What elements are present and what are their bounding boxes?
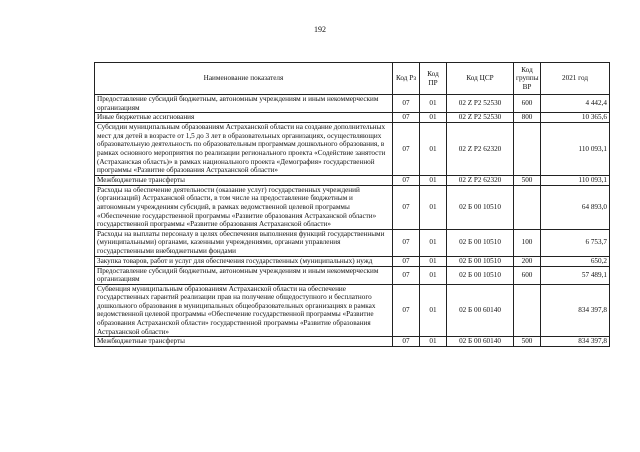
header-rz: Код Рз [393,63,420,95]
table-row [95,337,610,347]
header-pr: Код ПР [420,63,447,95]
row-rz: 07 [393,95,420,113]
row-csr: 02 Б 00 10510 [447,266,514,284]
row-rz: 07 [393,256,420,266]
table-row [95,123,610,176]
row-csr: 02 Б 00 60140 [447,284,514,337]
row-amount: 650,2 [541,256,610,266]
row-csr: 02 Z P2 52530 [447,113,514,123]
row-rz: 07 [393,113,420,123]
row-rz: 07 [393,337,420,347]
row-vr: 600 [514,266,541,284]
header-csr: Код ЦСР [447,63,514,95]
row-amount: 834 397,8 [541,284,610,337]
row-vr [514,185,541,229]
header-name: Наименование показателя [95,63,393,95]
row-name: Межбюджетные трансферты [95,337,393,347]
row-pr: 01 [420,266,447,284]
row-rz: 07 [393,266,420,284]
row-rz: 07 [393,123,420,176]
row-pr: 01 [420,175,447,185]
row-pr: 01 [420,284,447,337]
row-amount: 4 442,4 [541,95,610,113]
row-amount: 10 365,6 [541,113,610,123]
row-amount: 64 893,0 [541,185,610,229]
row-pr: 01 [420,229,447,256]
table-header [95,63,610,95]
row-name: Межбюджетные трансферты [95,175,393,185]
row-name: Предоставление субсидий бюджетным, автономным учреждениям и иным некоммерческим организациям [95,95,393,113]
row-vr: 500 [514,175,541,185]
row-vr: 800 [514,113,541,123]
row-vr [514,284,541,337]
row-pr: 01 [420,185,447,229]
row-vr [514,123,541,176]
row-rz: 07 [393,185,420,229]
page-number: 192 [314,25,326,34]
row-csr: 02 Z P2 62320 [447,123,514,176]
budget-table [94,62,610,347]
table-row [95,113,610,123]
row-csr: 02 Б 00 10510 [447,256,514,266]
row-name: Иные бюджетные ассигнования [95,113,393,123]
row-name: Закупка товаров, работ и услуг для обеспечения государственных (муниципальных) нужд [95,256,393,266]
row-amount: 110 093,1 [541,175,610,185]
row-name: Субвенция муниципальным образованиям Астраханской области на обеспечение государственных гарантий реализации прав на получение общедоступного и бесплатного дошкольного образования в муниципальных общеобразовательных организациях в рамках ведомственной целевой программы «Обеспечение государственной программы «Развитие образования Астраханской области» государственной программы «Развитие образования Астраханской области» [95,284,393,337]
row-csr: 02 Б 00 10510 [447,185,514,229]
row-pr: 01 [420,123,447,176]
table-row [95,284,610,337]
table-row [95,256,610,266]
table-row [95,175,610,185]
row-amount: 57 489,1 [541,266,610,284]
row-rz: 07 [393,284,420,337]
table-row [95,95,610,113]
row-pr: 01 [420,337,447,347]
row-pr: 01 [420,95,447,113]
row-pr: 01 [420,113,447,123]
row-csr: 02 Б 00 60140 [447,337,514,347]
row-rz: 07 [393,175,420,185]
row-pr: 01 [420,256,447,266]
row-csr: 02 Z P2 62320 [447,175,514,185]
row-amount: 110 093,1 [541,123,610,176]
row-csr: 02 Б 00 10510 [447,229,514,256]
row-amount: 834 397,8 [541,337,610,347]
header-vr: Код группы ВР [514,63,541,95]
row-name: Предоставление субсидий бюджетным, автономным учреждениям и иным некоммерческим организациям [95,266,393,284]
row-name: Субсидии муниципальным образованиям Астраханской области на создание дополнительных мест для детей в возрасте от 1,5 до 3 лет в образовательных организациях, осуществляющих образовательную деятельность по образовательным программам дошкольного образования, в рамках основного мероприятия по реализации регионального проекта «Содействие занятости (Астраханская область)» в рамках национального проекта «Демография» государственной программы «Развитие образования Астраханской области» [95,123,393,176]
row-csr: 02 Z P2 52530 [447,95,514,113]
row-vr: 200 [514,256,541,266]
row-vr: 500 [514,337,541,347]
row-vr: 600 [514,95,541,113]
row-amount: 6 753,7 [541,229,610,256]
table-row [95,229,610,256]
table-row [95,185,610,229]
header-year: 2021 год [541,63,610,95]
row-name: Расходы на выплаты персоналу в целях обеспечения выполнения функций государственными (муниципальными) органами, казенными учреждениями, органами управления государственными внебюджетными фондами [95,229,393,256]
row-name: Расходы на обеспечение деятельности (оказание услуг) государственных учреждений (организаций) Астраханской области, в том числе на предоставление бюджетным и автономным учреждениям субсидий, в рамках ведомственной целевой программы «Обеспечение государственной программы «Развитие образования Астраханской области» государственной программы «Развитие образования Астраханской области» [95,185,393,229]
row-vr: 100 [514,229,541,256]
table-row [95,266,610,284]
row-rz: 07 [393,229,420,256]
